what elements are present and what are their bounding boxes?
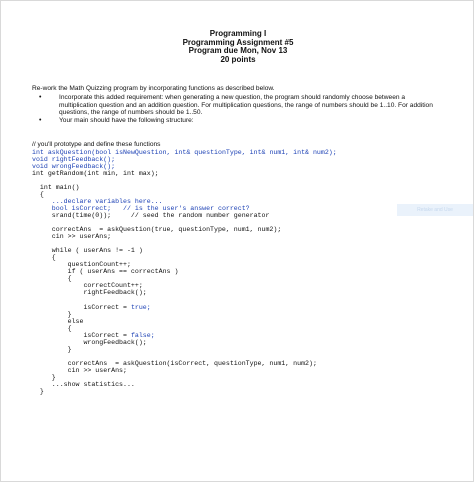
code-line	[32, 296, 452, 303]
code-line: questionCount++;	[32, 261, 131, 269]
code-line: {	[32, 190, 44, 198]
code-line	[32, 240, 452, 247]
code-line	[32, 156, 452, 163]
code-block	[32, 149, 452, 396]
list-item	[39, 94, 444, 117]
code-line: }	[32, 388, 44, 396]
code-keyword: int	[32, 148, 44, 156]
code-keyword: void	[32, 162, 48, 170]
code-line: correctAns = askQuestion(true, questionType, num1, num2);	[32, 226, 282, 234]
code-line: else	[32, 317, 84, 325]
requirements-list	[39, 94, 444, 124]
code-line: if ( userAns == correctAns )	[32, 268, 179, 276]
code-line: srand(time(0)); // seed the random number generator	[32, 211, 270, 219]
code-line	[32, 219, 452, 226]
code-line: rightFeedback();	[32, 289, 147, 297]
code-line: cin >> userAns;	[32, 366, 127, 374]
code-line: }	[32, 374, 56, 381]
code-line: int main()	[32, 183, 80, 191]
code-line	[32, 170, 452, 177]
code-line	[32, 177, 452, 184]
code-line: }	[32, 310, 72, 318]
course-title: Programming I	[209, 29, 267, 38]
code-line: wrongFeedback();	[32, 338, 147, 346]
watermark: Retake and Use	[397, 204, 473, 216]
code-text: wrongFeedback();	[47, 162, 116, 170]
code-line: ...show statistics...	[32, 381, 135, 389]
code-line	[32, 353, 452, 360]
due-date: Program due Mon, Nov 13	[188, 46, 288, 56]
code-keyword: void	[32, 155, 48, 163]
code-line	[32, 163, 452, 170]
code-text: askQuestion(	[43, 148, 96, 156]
code-line: ...declare variables here...	[32, 197, 163, 205]
points: 20 points	[220, 54, 256, 64]
prototype-note: // you'll prototype and define these functions	[32, 141, 161, 148]
code-param: isNewQuestion	[111, 148, 167, 156]
bullet-icon: •	[39, 116, 42, 124]
code-line: {	[32, 275, 72, 283]
assignment-header	[1, 30, 474, 64]
code-line: cin >> userAns;	[32, 233, 112, 241]
code-line: correctCount++;	[32, 282, 143, 290]
intro-text: Re-work the Math Quizzing program by incorporating functions as described below.	[32, 85, 275, 92]
code-line: {	[32, 324, 72, 332]
code-line: isCorrect = true;	[32, 303, 151, 311]
code-text: getRandom(int min, int max);	[43, 169, 159, 177]
code-line: {	[32, 254, 56, 262]
list-item	[39, 117, 444, 125]
code-line: correctAns = askQuestion(isCorrect, questionType, num1, num2);	[32, 359, 317, 367]
code-line: bool isCorrect; // is the user's answer correct?	[32, 204, 250, 212]
code-text: , int& questionType, int& num1, int& num2);	[166, 148, 337, 156]
assignment-title: Programming Assignment #5	[182, 37, 294, 47]
bullet-icon: •	[39, 94, 42, 101]
code-line: }	[32, 345, 72, 353]
code-line	[32, 149, 452, 156]
code-line: isCorrect = false;	[32, 331, 155, 339]
list-item-text: Your main should have the following structure:	[59, 116, 194, 124]
code-keyword: int	[32, 169, 44, 177]
main-function-code	[32, 184, 452, 395]
code-line: while ( userAns != -1 )	[32, 247, 143, 255]
code-keyword: bool	[95, 148, 112, 156]
list-item-text: Incorporate this added requirement: when generating a new question, the program should randomly choose between a multiplication question and an addition question. For multiplication questions, the range of numbers should be 1..10. For addition questions, the range of numbers should be 1..50.	[59, 94, 433, 117]
code-text: rightFeedback();	[47, 155, 116, 163]
